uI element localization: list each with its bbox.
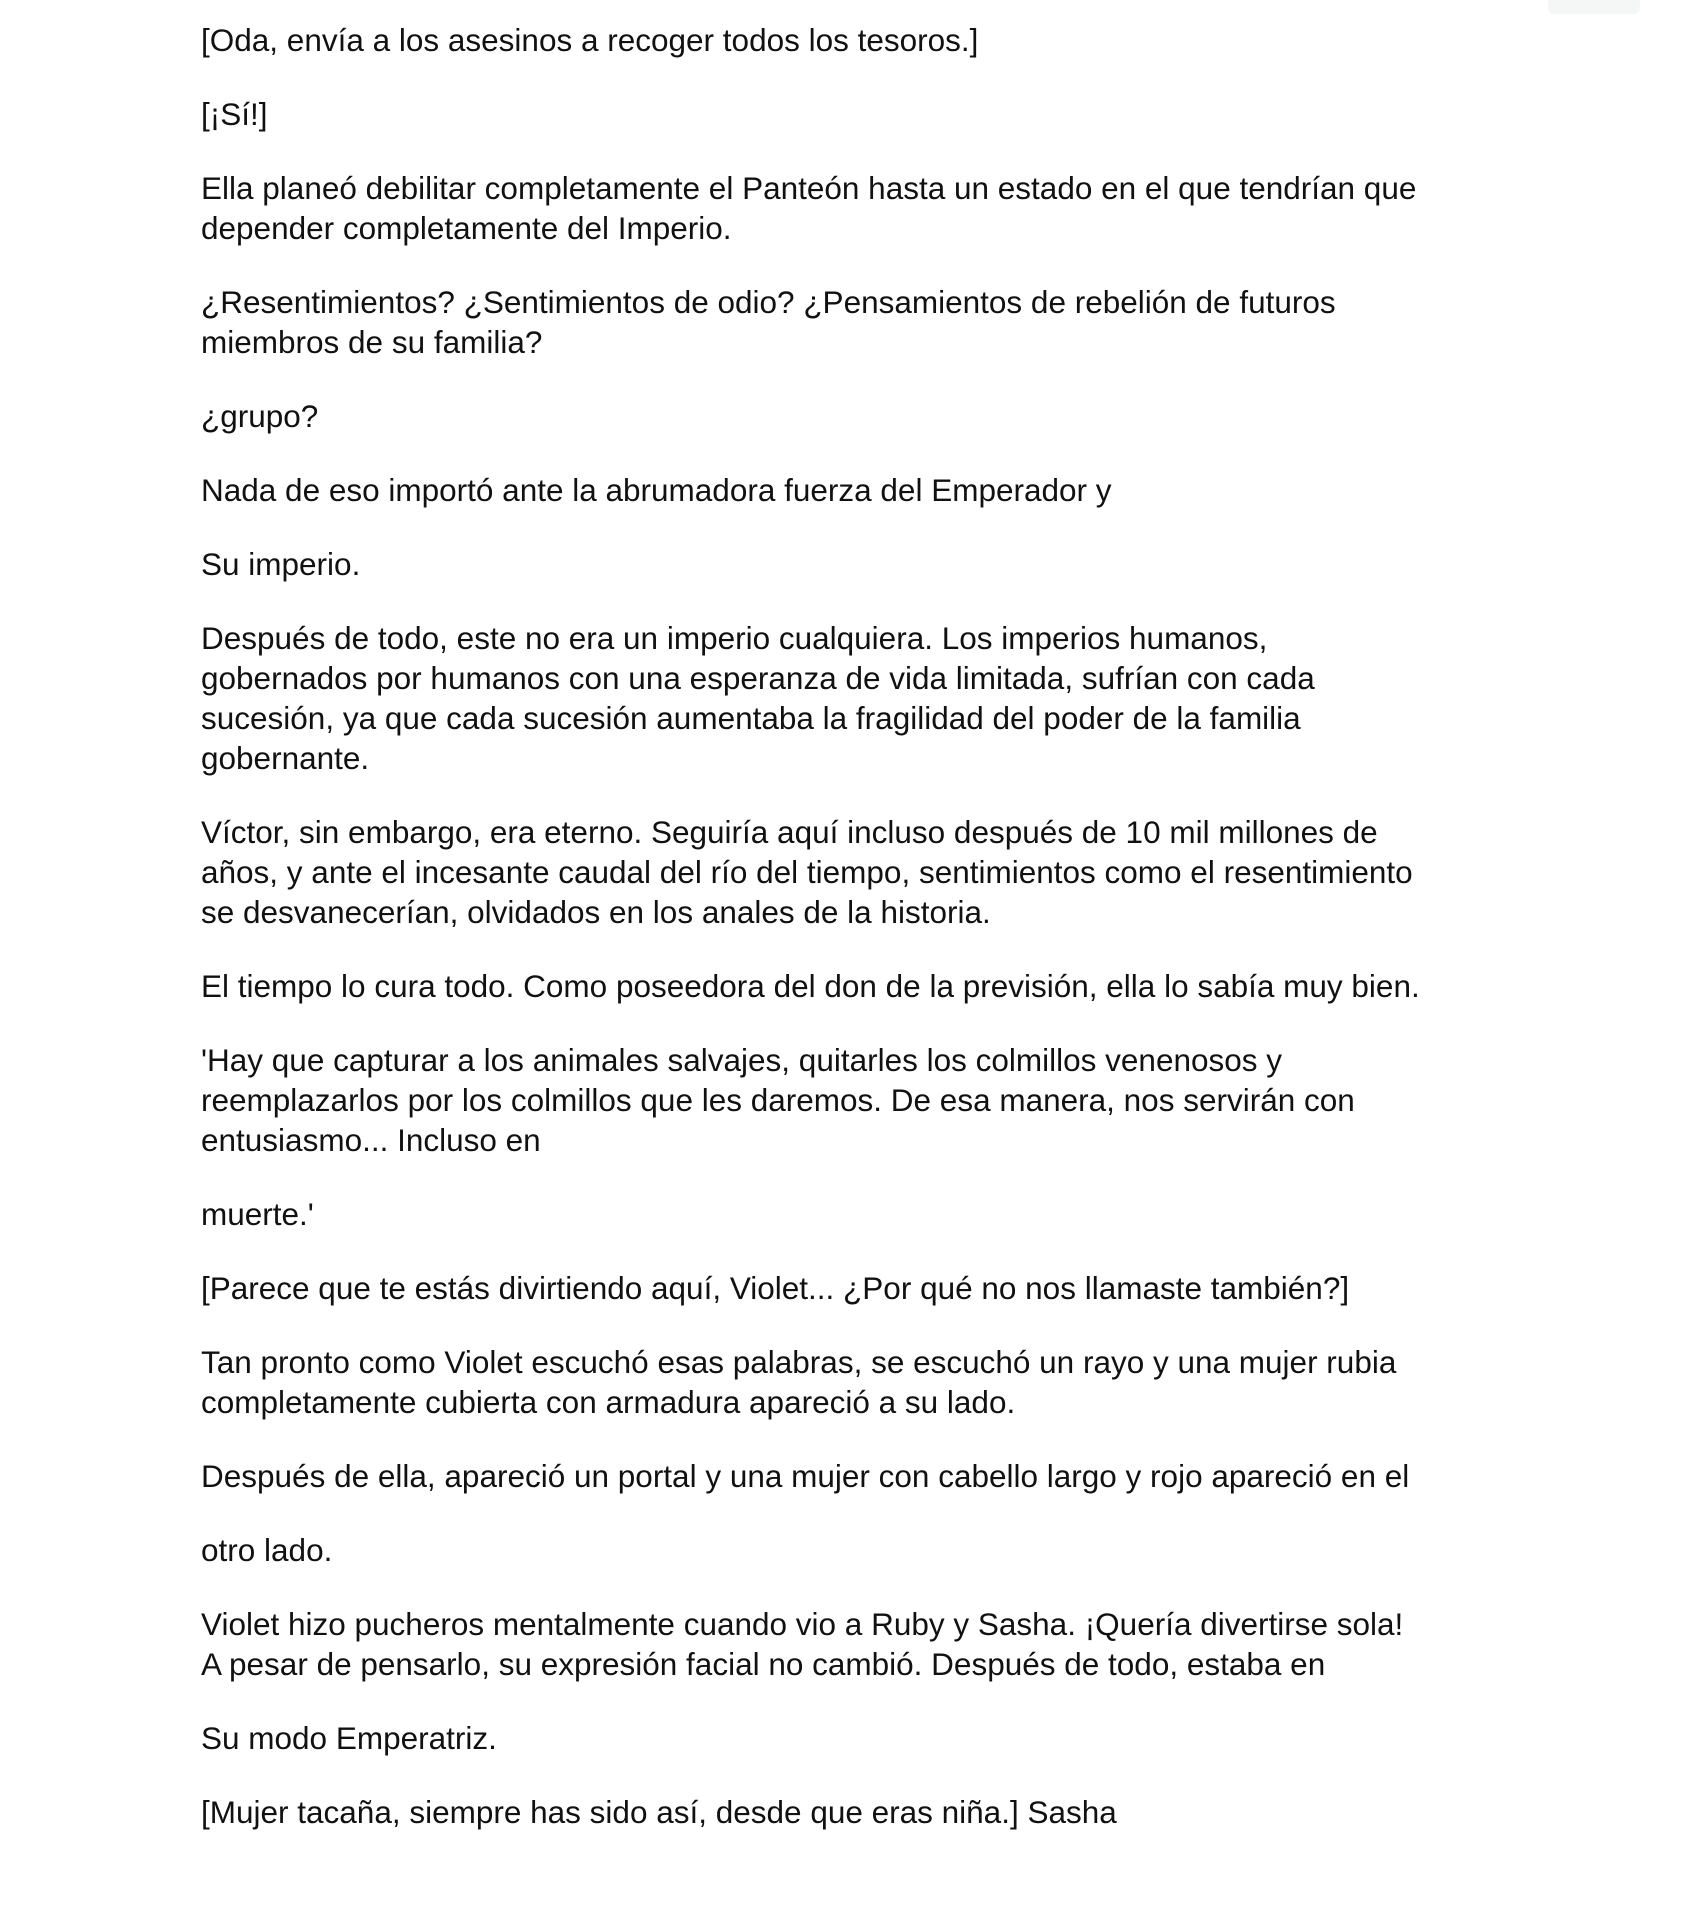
paragraph	[201, 1604, 1531, 1684]
paragraph	[201, 812, 1531, 932]
text-line: otro lado.	[201, 1532, 333, 1568]
paragraph	[201, 282, 1531, 362]
text-line: [Mujer tacaña, siempre has sido así, desde que eras niña.] Sasha	[201, 1794, 1117, 1830]
text-line: Su modo Emperatriz.	[201, 1720, 497, 1756]
paragraph	[201, 94, 1531, 134]
text-line: El tiempo lo cura todo. Como poseedora del don de la previsión, ella lo sabía muy bien.	[201, 968, 1420, 1004]
document-body	[201, 20, 1531, 1866]
text-line: [Oda, envía a los asesinos a recoger todos los tesoros.]	[201, 22, 979, 58]
paragraph	[201, 1718, 1531, 1758]
paragraph	[201, 1040, 1531, 1160]
text-line: Víctor, sin embargo, era eterno. Seguiría aquí incluso después de 10 mil millones de	[201, 814, 1378, 850]
text-line: Violet hizo pucheros mentalmente cuando vio a Ruby y Sasha. ¡Quería divertirse sola!	[201, 1606, 1404, 1642]
paragraph	[201, 1792, 1531, 1832]
text-line: muerte.'	[201, 1196, 314, 1232]
paragraph	[201, 1268, 1531, 1308]
text-line: A pesar de pensarlo, su expresión facial no cambió. Después de todo, estaba en	[201, 1646, 1326, 1682]
text-line: años, y ante el incesante caudal del río del tiempo, sentimientos como el resentimiento	[201, 854, 1413, 890]
paragraph	[201, 966, 1531, 1006]
text-line: ¿grupo?	[201, 398, 319, 434]
paragraph	[201, 1194, 1531, 1234]
text-line: gobernante.	[201, 740, 370, 776]
text-line: [Parece que te estás divirtiendo aquí, Violet... ¿Por qué no nos llamaste también?]	[201, 1270, 1350, 1306]
text-line: reemplazarlos por los colmillos que les daremos. De esa manera, nos servirán con	[201, 1082, 1355, 1118]
text-line: depender completamente del Imperio.	[201, 210, 732, 246]
text-line: sucesión, ya que cada sucesión aumentaba la fragilidad del poder de la familia	[201, 700, 1301, 736]
text-line: entusiasmo... Incluso en	[201, 1122, 541, 1158]
text-line: Su imperio.	[201, 546, 361, 582]
paragraph	[201, 470, 1531, 510]
text-line: Después de ella, apareció un portal y una mujer con cabello largo y rojo apareció en el	[201, 1458, 1410, 1494]
text-line: [¡Sí!]	[201, 96, 268, 132]
text-line: se desvanecerían, olvidados en los anales de la historia.	[201, 894, 991, 930]
paragraph	[201, 168, 1531, 248]
text-line: 'Hay que capturar a los animales salvajes, quitarles los colmillos venenosos y	[201, 1042, 1283, 1078]
text-line: miembros de su familia?	[201, 324, 543, 360]
paragraph	[201, 1456, 1531, 1496]
text-line: gobernados por humanos con una esperanza de vida limitada, sufrían con cada	[201, 660, 1315, 696]
text-line: Ella planeó debilitar completamente el Panteón hasta un estado en el que tendrían que	[201, 170, 1417, 206]
text-line: Después de todo, este no era un imperio cualquiera. Los imperios humanos,	[201, 620, 1268, 656]
paragraph	[201, 618, 1531, 778]
text-line: Nada de eso importó ante la abrumadora fuerza del Emperador y	[201, 472, 1112, 508]
text-line: completamente cubierta con armadura apareció a su lado.	[201, 1384, 1016, 1420]
paragraph	[201, 1342, 1531, 1422]
page-corner-tab	[1548, 0, 1640, 14]
paragraph	[201, 544, 1531, 584]
paragraph	[201, 396, 1531, 436]
paragraph	[201, 1530, 1531, 1570]
text-line: ¿Resentimientos? ¿Sentimientos de odio? ¿Pensamientos de rebelión de futuros	[201, 284, 1336, 320]
paragraph	[201, 20, 1531, 60]
text-line: Tan pronto como Violet escuchó esas palabras, se escuchó un rayo y una mujer rubia	[201, 1344, 1397, 1380]
